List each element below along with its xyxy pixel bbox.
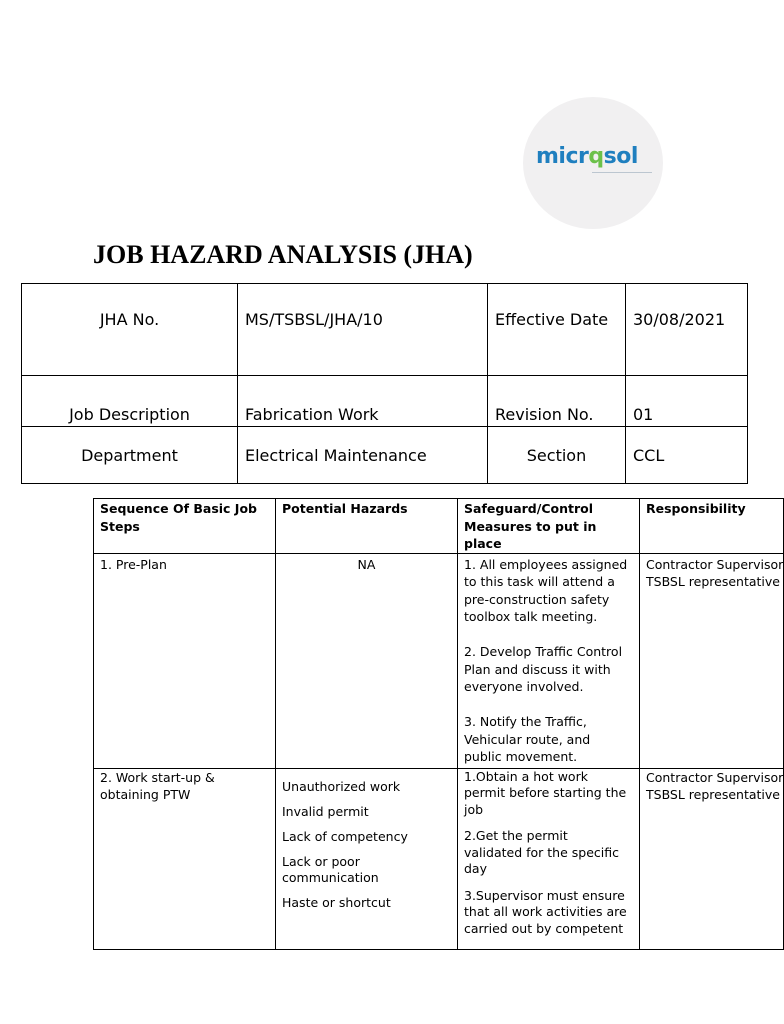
step-cell: 1. Pre-Plan — [94, 553, 276, 768]
column-header-responsibility: Responsibility — [640, 499, 784, 554]
table-row — [94, 553, 784, 768]
table-row — [94, 768, 784, 949]
effective-date-label-cell: Effective Date — [488, 284, 626, 376]
job-description-label-cell: Job Description — [22, 376, 238, 427]
document-title: JOB HAZARD ANALYSIS (JHA) — [93, 240, 473, 269]
department-value-cell: Electrical Maintenance — [238, 427, 488, 484]
section-value-cell: CCL — [626, 427, 748, 484]
revision-label-cell: Revision No. — [488, 376, 626, 427]
logo-tagline-line — [592, 172, 652, 177]
column-header-hazards: Potential Hazards — [276, 499, 458, 554]
job-description-value-cell: Fabrication Work — [238, 376, 488, 427]
column-header-step: Sequence Of Basic Job Steps — [94, 499, 276, 554]
responsibility-cell: Contractor Supervisor TSBSL representative — [640, 768, 784, 949]
header-info-table — [21, 283, 748, 484]
effective-date-value-cell: 30/08/2021 — [626, 284, 748, 376]
column-header-controls: Safeguard/Control Measures to put in place — [458, 499, 640, 554]
job-steps-table — [93, 498, 784, 950]
hazards-cell: Unauthorized work Invalid permit Lack of competency Lack or poor communication Haste or shortcut — [276, 768, 458, 949]
revision-value-cell: 01 — [626, 376, 748, 427]
jha-no-label-cell: JHA No. — [22, 284, 238, 376]
controls-cell: 1. All employees assigned to this task will attend a pre-construction safety toolbox talk meeting. 2. Develop Traffic Control Plan and discuss it with everyone involved. 3. Notify the Traffic, Vehicular route, and public movement. — [458, 553, 640, 768]
controls-cell: 1.Obtain a hot work permit before starting the job 2.Get the permit validated for the specific day 3.Supervisor must ensure that all work activities are carried out by competent — [458, 768, 640, 949]
jha-no-value-cell: MS/TSBSL/JHA/10 — [238, 284, 488, 376]
step-cell: 2. Work start-up & obtaining PTW — [94, 768, 276, 949]
section-label-cell: Section — [488, 427, 626, 484]
company-logo: micrqsol — [536, 144, 638, 169]
department-label-cell: Department — [22, 427, 238, 484]
responsibility-cell: Contractor Supervisor TSBSL representative — [640, 553, 784, 768]
hazards-cell: NA — [276, 553, 458, 768]
steps-header-row — [94, 499, 784, 554]
